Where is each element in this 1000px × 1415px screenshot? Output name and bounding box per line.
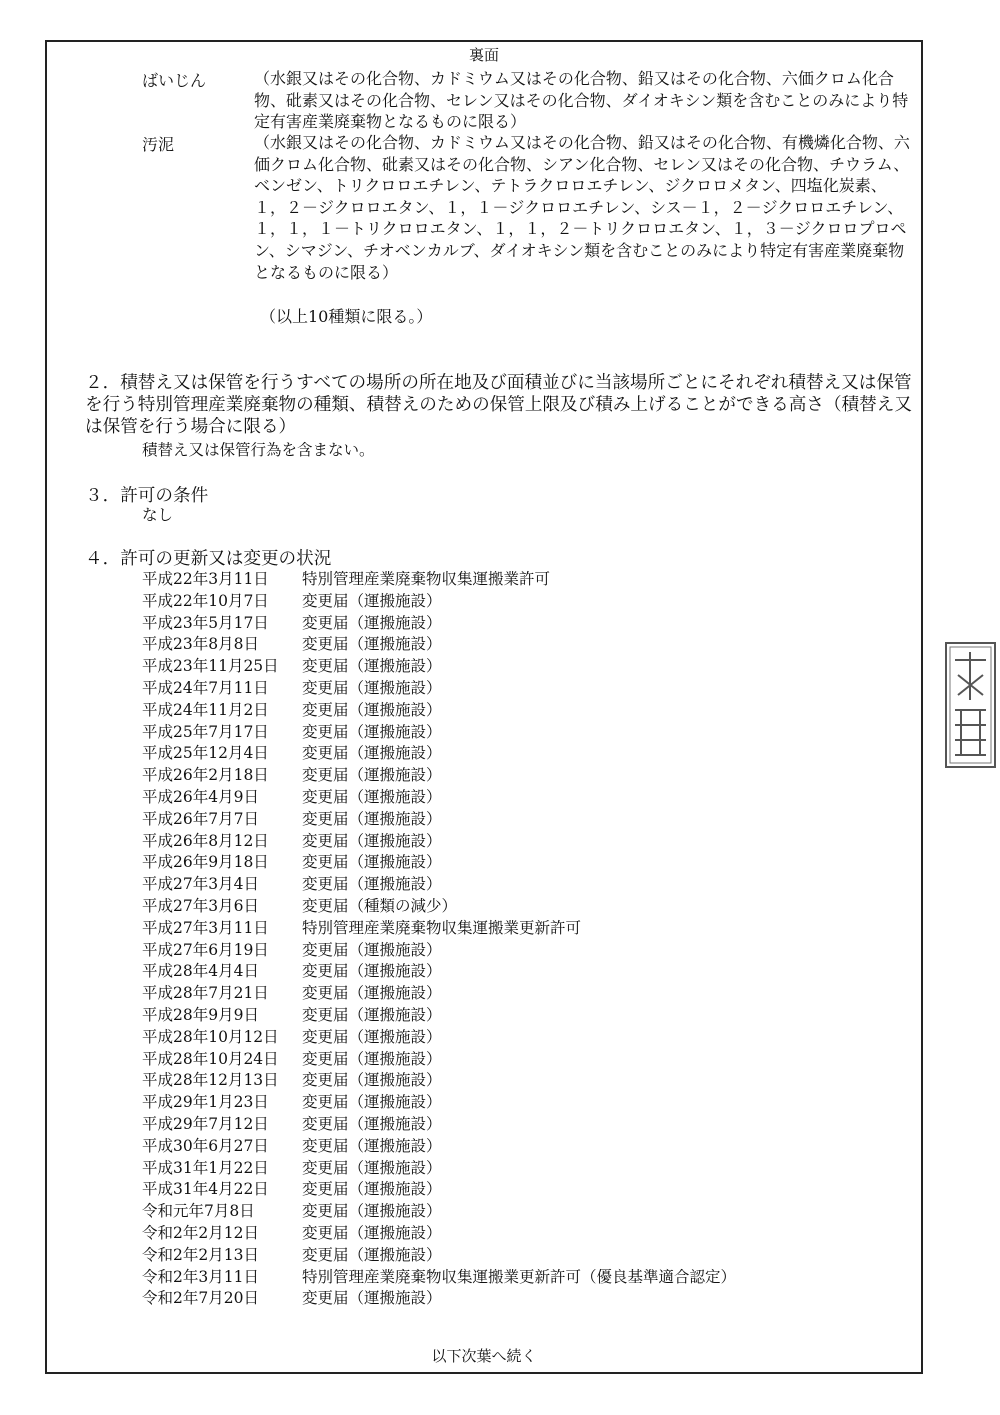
history-date: 平成26年9月18日 [142, 853, 269, 872]
waste-type-label: 汚泥 [142, 135, 175, 154]
history-date: 平成23年11月25日 [142, 657, 279, 676]
history-event: 変更届（運搬施設） [302, 875, 442, 894]
history-event: 変更届（運搬施設） [302, 744, 442, 763]
history-date: 平成30年6月27日 [142, 1136, 269, 1155]
history-event: 特別管理産業廃棄物収集運搬業更新許可 [302, 918, 582, 937]
history-event: 変更届（運搬施設） [302, 613, 442, 632]
history-date: 令和2年2月12日 [142, 1224, 259, 1242]
section-4-heading: ４．許可の更新又は変更の状況 [85, 549, 332, 569]
waste-type-description: （水銀又はその化合物、カドミウム又はその化合物、鉛又はその化合物、有機燐化合物、六価クロム化合物、砒素又はその化合物、シアン化合物、セレン又はその化合物、チウラム、ベンゼン、トリクロロエチレン、テトラクロロエチレン、ジクロロメタン、四塩化炭素、１，２－ジクロロエタン、１，１－ジクロロエチレン、シス－１，２－ジクロロエチレン、１，１，１－トリクロロエタン、１，１，２－トリクロロエタン、１，３－ジクロロプロペン、シマジン、チオベンカルブ、ダイオキシン類を含むことのみにより特定有害産業廃棄物となるものに限る） [254, 133, 910, 282]
history-date: 平成25年7月17日 [142, 722, 269, 741]
history-event: 変更届（運搬施設） [302, 722, 442, 741]
history-event: 変更届（運搬施設） [302, 1006, 442, 1024]
history-event: 変更届（運搬施設） [302, 1224, 442, 1242]
history-event: 変更届（運搬施設） [302, 1049, 442, 1068]
history-date: 平成26年7月7日 [142, 809, 259, 828]
history-event: 変更届（運搬施設） [302, 1136, 442, 1155]
history-event: 変更届（運搬施設） [302, 1158, 442, 1177]
history-date: 平成28年7月21日 [142, 984, 269, 1003]
history-event: 変更届（運搬施設） [302, 1245, 442, 1264]
history-event: 変更届（運搬施設） [302, 962, 442, 981]
history-event: 変更届（運搬施設） [302, 809, 442, 828]
history-event: 変更届（運搬施設） [302, 1027, 442, 1046]
section-3-heading: ３．許可の条件 [85, 486, 209, 506]
history-event: 変更届（運搬施設） [302, 1093, 442, 1112]
history-event: 特別管理産業廃棄物収集運搬業許可 [302, 570, 551, 588]
continuation-footer: 以下次葉へ続く [431, 1347, 537, 1365]
history-date: 平成28年10月12日 [142, 1027, 279, 1046]
history-date: 平成27年3月6日 [142, 897, 259, 915]
history-event: 変更届（運搬施設） [302, 940, 442, 959]
history-date: 平成24年11月2日 [142, 700, 269, 719]
history-event: 特別管理産業廃棄物収集運搬業更新許可（優良基準適合認定） [302, 1267, 737, 1286]
history-date: 平成29年7月12日 [142, 1115, 269, 1133]
history-event: 変更届（運搬施設） [302, 700, 442, 719]
history-date: 平成24年7月11日 [142, 679, 269, 697]
history-date: 平成26年2月18日 [142, 766, 269, 785]
history-date: 平成28年4月4日 [142, 962, 259, 981]
history-event: 変更届（運搬施設） [302, 788, 442, 806]
waste-type-description: （水銀又はその化合物、カドミウム又はその化合物、鉛又はその化合物、六価クロム化合物、砒素又はその化合物、セレン又はその化合物、ダイオキシン類を含むことのみにより特定有害産業廃棄物となるものに限る） [254, 69, 909, 132]
history-date: 平成23年8月8日 [142, 635, 259, 654]
waste-type-label: ばいじん [142, 71, 207, 90]
history-event: 変更届（運搬施設） [302, 1202, 442, 1221]
history-date: 平成28年12月13日 [142, 1071, 279, 1090]
history-event: 変更届（種類の減少） [302, 897, 458, 915]
history-event: 変更届（運搬施設） [302, 1289, 442, 1308]
seal-stamp-icon [943, 640, 998, 770]
history-date: 令和2年3月11日 [142, 1267, 259, 1286]
history-event: 変更届（運搬施設） [302, 679, 442, 697]
section-2-body: 積替え又は保管行為を含まない。 [142, 441, 375, 459]
history-event: 変更届（運搬施設） [302, 984, 442, 1003]
section-3-body: なし [142, 506, 174, 524]
section-2-heading: ２．積替え又は保管を行うすべての場所の所在地及び面積並びに当該場所ごとにそれぞれ積替え又は保管を行う特別管理産業廃棄物の種類、積替えのための保管上限及び積み上げることができる高さ（積替え又は保管を行う場合に限る） [85, 373, 912, 437]
history-event: 変更届（運搬施設） [302, 635, 442, 654]
history-event: 変更届（運搬施設） [302, 1115, 442, 1133]
history-date: 令和2年2月13日 [142, 1245, 259, 1264]
history-date: 平成28年9月9日 [142, 1006, 259, 1024]
history-event: 変更届（運搬施設） [302, 657, 442, 676]
history-date: 平成22年10月7日 [142, 591, 269, 610]
history-date: 令和2年7月20日 [142, 1289, 259, 1308]
history-event: 変更届（運搬施設） [302, 1180, 442, 1199]
history-date: 平成31年4月22日 [142, 1180, 269, 1199]
side-title: 裏面 [468, 46, 499, 64]
history-event: 変更届（運搬施設） [302, 831, 442, 850]
history-date: 平成26年4月9日 [142, 788, 259, 806]
history-date: 平成31年1月22日 [142, 1158, 269, 1177]
history-date: 平成26年8月12日 [142, 831, 269, 850]
history-event: 変更届（運搬施設） [302, 1071, 442, 1090]
history-date: 平成27年3月4日 [142, 875, 259, 894]
history-event: 変更届（運搬施設） [302, 591, 442, 610]
document-frame [45, 40, 923, 1374]
history-event: 変更届（運搬施設） [302, 766, 442, 785]
history-date: 平成27年6月19日 [142, 940, 269, 959]
history-date: 平成27年3月11日 [142, 918, 269, 937]
history-date: 平成28年10月24日 [142, 1049, 279, 1068]
history-date: 平成25年12月4日 [142, 744, 269, 763]
history-date: 平成22年3月11日 [142, 570, 269, 588]
history-event: 変更届（運搬施設） [302, 853, 442, 872]
history-date: 令和元年7月8日 [142, 1202, 255, 1221]
history-date: 平成23年5月17日 [142, 613, 269, 632]
waste-type-note: （以上10種類に限る。） [260, 307, 433, 326]
history-date: 平成29年1月23日 [142, 1093, 269, 1112]
